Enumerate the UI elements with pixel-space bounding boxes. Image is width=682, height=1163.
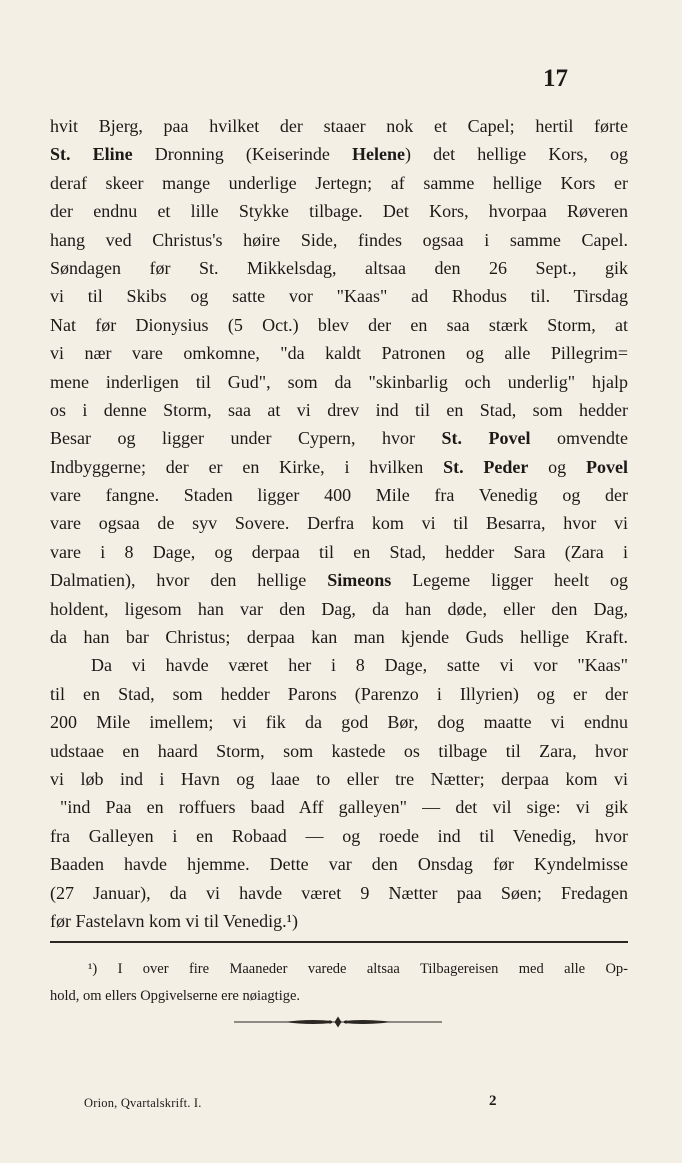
body-text bbox=[50, 112, 628, 935]
text-line: vare fangne. Staden ligger 400 Mile fra Venedig og der bbox=[50, 485, 628, 506]
footnote-rule bbox=[50, 941, 628, 943]
text-line: 200 Mile imellem; vi fik da god Bør, dog maatte vi endnu bbox=[50, 712, 628, 733]
text-line bbox=[50, 424, 628, 452]
text-span: ) det hellige Kors, og bbox=[405, 144, 628, 165]
footnote bbox=[50, 956, 628, 1010]
footnote-line: ¹) I over fire Maaneder varede altsaa Tilbagereisen med alle Op- bbox=[88, 961, 628, 977]
text-line: "ind Paa en roffuers baad Aff galleyen" — det vil sige: vi gik bbox=[60, 797, 628, 818]
text-span: Legeme ligger heelt og bbox=[391, 570, 628, 591]
text-line: vare ogsaa de syv Sovere. Derfra kom vi til Besarra, hvor vi bbox=[50, 513, 628, 534]
text-span: Indbyggerne; der er en Kirke, i hvilken bbox=[50, 456, 444, 477]
emphasis: St. Povel bbox=[441, 428, 531, 449]
text-line bbox=[50, 566, 628, 594]
text-span: Dalmatien), hvor den hellige bbox=[50, 570, 328, 591]
text-line: (27 Januar), da vi havde været 9 Nætter paa Søen; Fredagen bbox=[50, 882, 628, 903]
text-line: Baaden havde hjemme. Dette var den Onsdag før Kyndelmisse bbox=[50, 854, 628, 875]
text-span: og bbox=[528, 456, 586, 477]
text-span: omvendte bbox=[530, 428, 628, 449]
text-line: vare i 8 Dage, og derpaa til en Stad, hedder Sara (Zara i bbox=[50, 541, 628, 562]
sheet-number: 2 bbox=[489, 1093, 497, 1109]
page-number: 17 bbox=[543, 65, 568, 92]
text-line: deraf skeer mange underlige Jertegn; af samme hellige Kors er bbox=[50, 172, 628, 193]
emphasis: Simeons bbox=[327, 570, 392, 591]
text-line: der endnu et lille Stykke tilbage. Det Kors, hvorpaa Røveren bbox=[50, 201, 628, 222]
text-line: vi til Skibs og satte vor "Kaas" ad Rhodus til. Tirsdag bbox=[50, 286, 628, 307]
text-span: Dronning (Keiserinde bbox=[132, 144, 353, 165]
text-line bbox=[50, 453, 628, 481]
divider-ornament bbox=[232, 1014, 444, 1030]
text-line: hang ved Christus's høire Side, findes ogsaa i samme Capel. bbox=[50, 229, 628, 250]
emphasis: Povel bbox=[586, 456, 628, 477]
text-line: da han bar Christus; derpaa kan man kjende Guds hellige Kraft. bbox=[50, 627, 628, 648]
text-line: vi løb ind i Havn og laae to eller tre Nætter; derpaa kom vi bbox=[50, 768, 628, 789]
emphasis: St. Eline bbox=[50, 144, 133, 165]
text-line: før Fastelavn kom vi til Venedig.¹) bbox=[50, 910, 299, 931]
text-line: Søndagen før St. Mikkelsdag, altsaa den 26 Sept., gik bbox=[50, 257, 628, 278]
emphasis: St. Peder bbox=[443, 456, 529, 477]
journal-signature: Orion, Qvartalskrift. I. bbox=[84, 1096, 202, 1110]
text-line: hvit Bjerg, paa hvilket der staaer nok et Capel; hertil førte bbox=[50, 116, 628, 136]
emphasis: Helene bbox=[352, 144, 405, 165]
text-span: Besar og ligger under Cypern, hvor bbox=[50, 428, 442, 449]
text-line bbox=[50, 140, 628, 168]
text-line: mene inderligen til Gud", som da "skinbarlig och underlig" hjalp bbox=[50, 371, 628, 392]
text-line: holdent, ligesom han var den Dag, da han døde, eller den Dag, bbox=[50, 598, 628, 619]
text-line: Da vi havde været her i 8 Dage, satte vi vor "Kaas" bbox=[91, 655, 628, 676]
text-line: Nat før Dionysius (5 Oct.) blev der en saa stærk Storm, at bbox=[50, 314, 628, 335]
text-line: til en Stad, som hedder Parons (Parenzo i Illyrien) og er der bbox=[50, 683, 628, 704]
footnote-line: hold, om ellers Opgivelserne ere nøiagtige. bbox=[50, 988, 301, 1004]
text-line: fra Galleyen i en Robaad — og roede ind til Venedig, hvor bbox=[50, 825, 628, 846]
text-line: vi nær vare omkomne, "da kaldt Patronen og alle Pillegrim= bbox=[50, 343, 628, 364]
text-line: os i denne Storm, saa at vi drev ind til en Stad, som hedder bbox=[50, 399, 628, 420]
text-line: udstaae en haard Storm, som kastede os tilbage til Zara, hvor bbox=[50, 740, 628, 761]
